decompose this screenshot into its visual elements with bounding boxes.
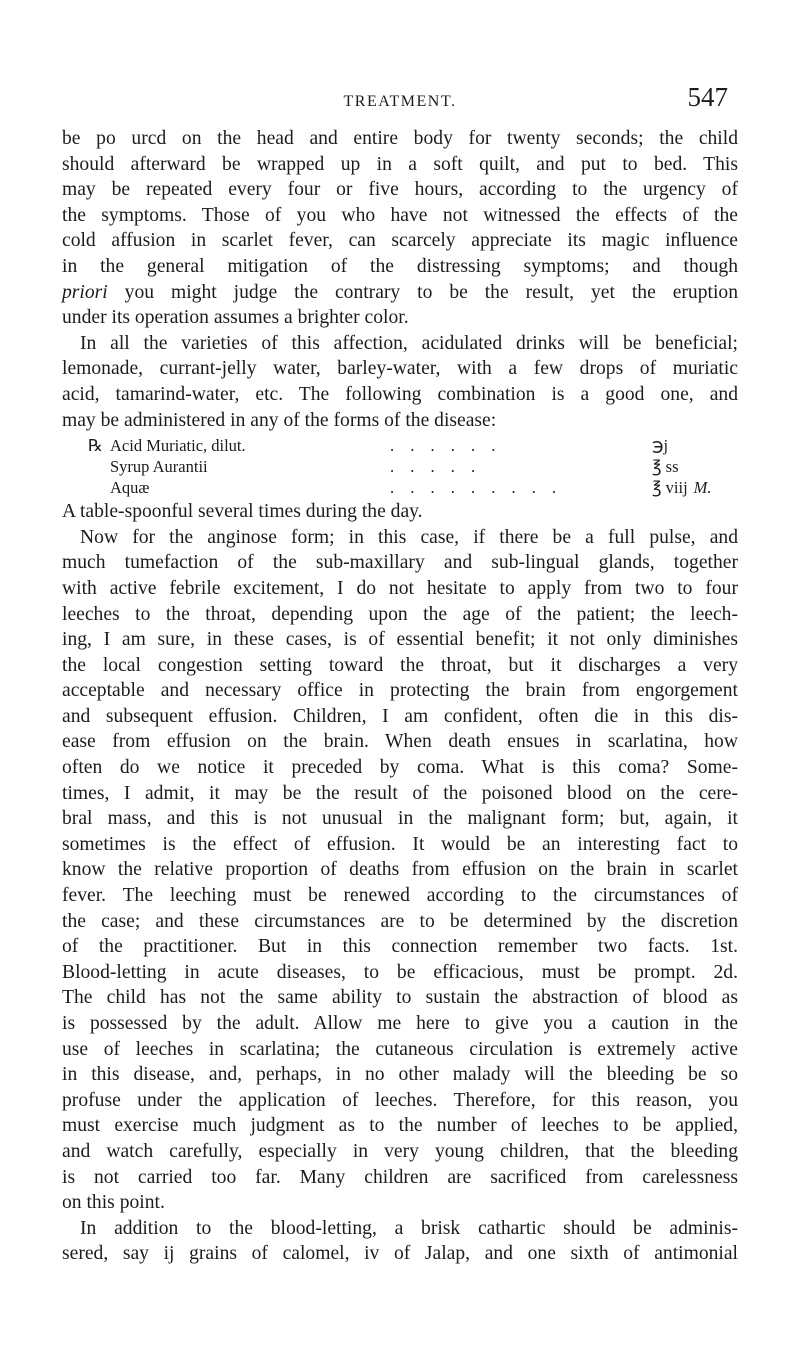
ingredient: Acid Muriatic, dilut.	[110, 436, 246, 456]
leader-dots: . . . . .	[390, 457, 482, 477]
text-line: is possessed by the adult. Allow me here to give you a caution in the	[62, 1013, 738, 1034]
recipe-symbol: ℞	[88, 436, 103, 456]
text-line: fever. The leeching must be renewed according to the circumstances of	[62, 885, 738, 907]
text-line: The child has not the same ability to sustain the abstraction of blood as	[62, 987, 738, 1009]
paragraph-dosage	[62, 499, 738, 525]
text-line: on this point.	[62, 1192, 165, 1214]
text-line: In addition to the blood-letting, a brisk cathartic should be adminis-	[80, 1217, 738, 1239]
text-line: and subsequent effusion. Children, I am confident, often die in this dis-	[62, 705, 738, 727]
text-line: often do we notice it preceded by coma. What is this coma? Some-	[62, 757, 738, 779]
text-line: cold affusion in scarlet fever, can scarcely appreciate its magic influence	[62, 230, 738, 252]
prescription-row	[62, 477, 738, 498]
text-line: the case; and these circumstances are to be determined by the discretion	[62, 910, 738, 932]
text-line: know the relative proportion of deaths from effusion on the brain in scarlet	[62, 859, 738, 881]
quantity	[652, 477, 722, 498]
leader-dots: . . . . . . . . .	[390, 478, 563, 498]
text-line: of the practitioner. But in this connection remember two facts. 1st.	[62, 936, 738, 958]
ingredient: Aquæ	[110, 478, 150, 498]
quantity: ℥ ss	[652, 457, 679, 477]
text-line: in this disease, and, perhaps, in no other malady will the bleeding be so	[62, 1064, 738, 1086]
text-line: acceptable and necessary office in protecting the brain from engorgement	[62, 680, 738, 702]
text-line: In all the varieties of this affection, acidulated drinks will be beneficial;	[80, 332, 738, 354]
paragraph-cold-affusion	[62, 126, 738, 331]
misce-sign: M.	[693, 478, 712, 498]
text-line: may be repeated every four or five hours, according to the urgency of	[62, 179, 738, 201]
body-text	[62, 126, 738, 1267]
text-line: sered, say ij grains of calomel, iv of Jalap, and one sixth of antimonial	[62, 1243, 738, 1265]
recipe-symbol	[62, 477, 110, 498]
text-line: the symptoms. Those of you who have not witnessed the effects of the	[62, 204, 738, 226]
text-line: bral mass, and this is not unusual in the malignant form; but, again, it	[62, 808, 738, 830]
text-line: Blood-letting in acute diseases, to be efficacious, must be prompt. 2d.	[62, 961, 738, 983]
prescription-row	[62, 456, 738, 477]
text-line: Now for the anginose form; in this case, if there be a full pulse, and	[80, 526, 738, 548]
text-line: should afterward be wrapped up in a soft quilt, and put to bed. This	[62, 153, 738, 175]
running-header: TREATMENT.	[343, 93, 457, 110]
leader-dots: . . . . . .	[390, 436, 502, 456]
text-line: A table-spoonful several times during the day.	[62, 501, 423, 523]
text-line: use of leeches in scarlatina; the cutaneous circulation is extremely active	[62, 1038, 738, 1060]
text-line: leeches to the throat, depending upon the age of the patient; the leech-	[62, 603, 738, 625]
text-line: ing, I am sure, in these cases, is of essential benefit; it not only diminishes	[62, 629, 738, 651]
text-line: is not carried too far. Many children are sacrificed from carelessness	[62, 1166, 738, 1188]
text-line: the local congestion setting toward the throat, but it discharges a very	[62, 654, 738, 676]
text-line: ease from effusion on the brain. When death ensues in scarlatina, how	[62, 731, 738, 753]
text-line: in the general mitigation of the distressing symptoms; and though	[62, 255, 738, 277]
text-line: with active febrile excitement, I do not hesitate to apply from two to four	[62, 577, 738, 599]
text-line: acid, tamarind-water, etc. The following combination is a good one, and	[62, 383, 738, 405]
text-line: profuse under the application of leeches. Therefore, for this reason, you	[62, 1089, 738, 1111]
ingredient: Syrup Aurantii	[110, 457, 208, 477]
text-line: under its operation assumes a brighter color.	[62, 307, 409, 329]
text-line: times, I admit, it may be the result of the poisoned blood on the cere-	[62, 782, 738, 804]
text-line: be po urcd on the head and entire body for twenty seconds; the child	[62, 128, 738, 149]
page-number: 547	[687, 82, 728, 112]
paragraph-anginose-form	[62, 525, 738, 1216]
quantity-value: ℥ viij	[652, 478, 688, 498]
quantity: ℈j	[652, 436, 669, 456]
prescription	[62, 435, 738, 498]
text-line: may be administered in any of the forms of the disease:	[62, 409, 497, 431]
recipe-symbol	[62, 456, 110, 477]
text-line: much tumefaction of the sub-maxillary and sub-lingual glands, together	[62, 552, 738, 574]
text-line: must exercise much judgment as to the number of leeches to be applied,	[62, 1115, 738, 1137]
text-line: and watch carefully, especially in very young children, that the bleeding	[62, 1140, 738, 1162]
prescription-row	[62, 435, 738, 456]
text-line-italic-lead: priori you might judge the contrary to be the result, yet the eruption	[62, 281, 738, 303]
text-line: sometimes is the effect of effusion. It would be an interesting fact to	[62, 833, 738, 855]
text-line: lemonade, currant-jelly water, barley-water, with a few drops of muriatic	[62, 358, 738, 380]
paragraph-acidulated-drinks	[62, 331, 738, 433]
paragraph-cathartic	[62, 1216, 738, 1267]
